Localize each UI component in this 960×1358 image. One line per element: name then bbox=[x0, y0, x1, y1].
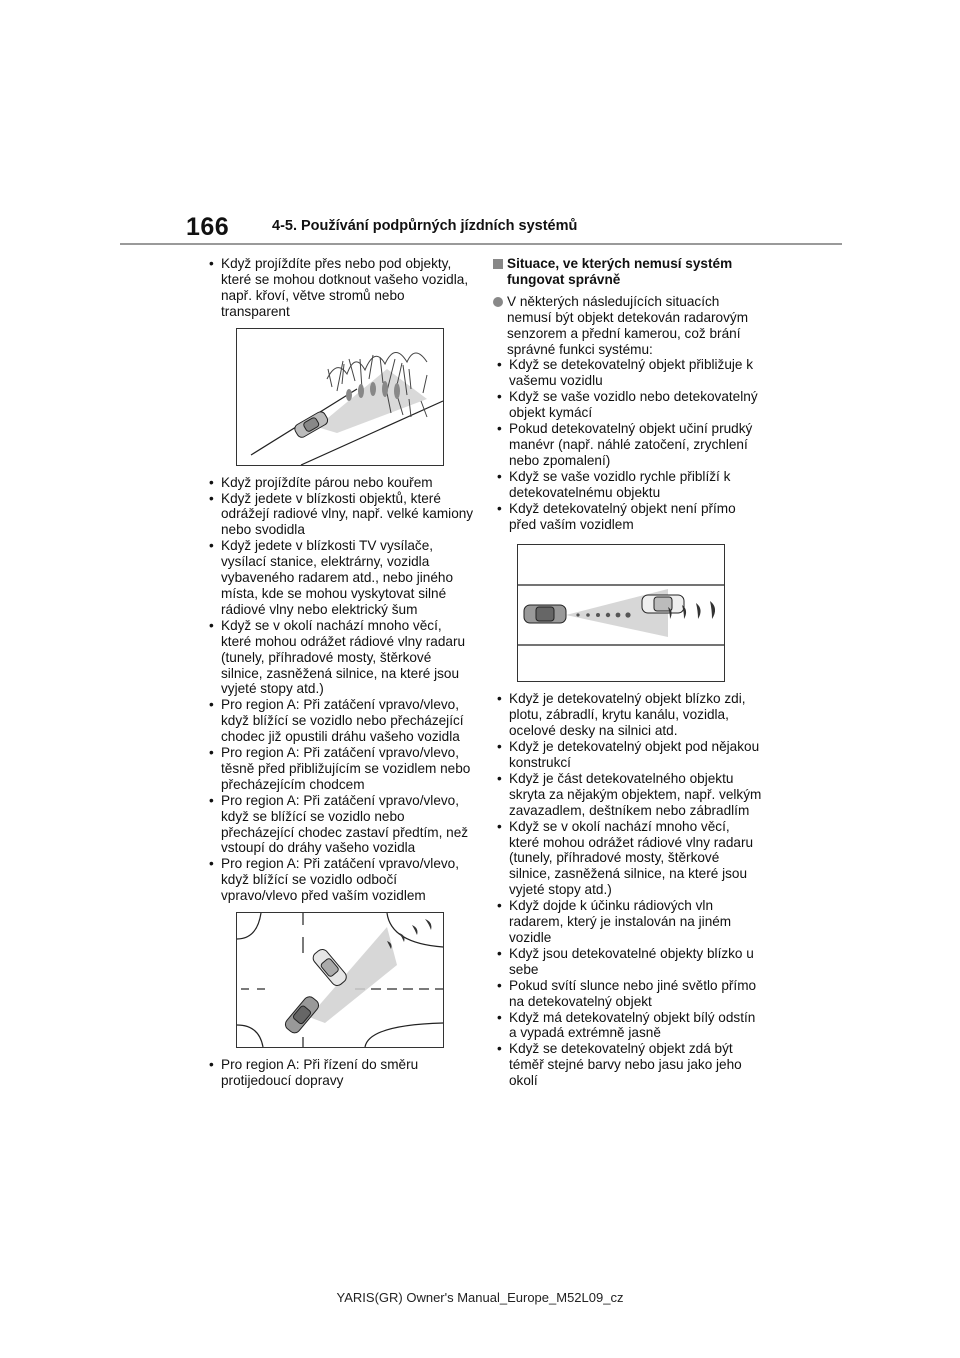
intro-paragraph: V některých následujících situacích nemusí být objekt detekován radarovým senzorem a přední kamerou, což brání správné funkci systému: bbox=[493, 294, 763, 358]
list-item: • Pokud svítí slunce nebo jiné světlo přímo na detekovatelný objekt bbox=[493, 978, 763, 1010]
footer-manual-id: YARIS(GR) Owner's Manual_Europe_M52L09_cz bbox=[336, 1290, 624, 1305]
list-item: • Když jedete v blízkosti objektů, které odrážejí radiové vlny, např. velké kamiony nebo svodidla bbox=[205, 491, 475, 539]
left-list-middle bbox=[205, 475, 475, 904]
list-item: • Když jedete v blízkosti TV vysílače, vysílací stanice, elektrárny, vozidla vybaveného radarem atd., nebo jiného místa, kde se mohou vyskytovat silné rádiové vlny nebo elektrický šum bbox=[205, 538, 475, 618]
list-item: • Když se detekovatelný objekt přibližuje k vašemu vozidlu bbox=[493, 357, 763, 389]
list-item: • Pro region A: Při zatáčení vpravo/vlevo, těsně před přibližujícím se vozidlem nebo přecházejícím chodcem bbox=[205, 745, 475, 793]
header-rule bbox=[120, 243, 842, 245]
list-item: • Když se vaše vozidlo rychle přiblíží k detekovatelnému objektu bbox=[493, 469, 763, 501]
list-item: • Když projíždíte párou nebo kouřem bbox=[205, 475, 475, 491]
left-list-top bbox=[205, 256, 475, 320]
list-item: • Pro region A: Při řízení do směru protijedoucí dopravy bbox=[205, 1057, 475, 1089]
list-item: • Když se v okolí nachází mnoho věcí, které mohou odrážet rádiové vlny radaru (tunely, příhradové mosty, štěrkové silnice, zasněžená silnice, na které jsou vyjeté stopy atd.) bbox=[493, 819, 763, 899]
list-item: • Když je část detekovatelného objektu skryta za nějakým objektem, např. velkým zavazadlem, deštníkem nebo zábradlím bbox=[493, 771, 763, 819]
list-item: • Když projíždíte přes nebo pod objekty, které se mohou dotknout vašeho vozidla, např. křoví, větve stromů nebo transparent bbox=[205, 256, 475, 320]
illustration-intersection-turn bbox=[236, 912, 444, 1048]
subheading: Situace, ve kterých nemusí systém fungovat správně bbox=[493, 256, 763, 288]
illustration-bushes bbox=[236, 328, 444, 466]
list-item: • Když je detekovatelný objekt pod nějakou konstrukcí bbox=[493, 739, 763, 771]
list-item: • Když je detekovatelný objekt blízko zdi, plotu, zábradlí, krytu kanálu, vozidla, ocelové desky na silnici atd. bbox=[493, 691, 763, 739]
square-bullet-icon bbox=[493, 259, 503, 269]
right-list-top bbox=[493, 357, 763, 532]
list-item: • Když detekovatelný objekt není přímo před vaším vozidlem bbox=[493, 501, 763, 533]
list-item: • Když se v okolí nachází mnoho věcí, které mohou odrážet rádiové vlny radaru (tunely, příhradové mosty, štěrkové silnice, zasněžená silnice, na které jsou vyjeté stopy atd.) bbox=[205, 618, 475, 698]
list-item: • Pro region A: Při zatáčení vpravo/vlevo, když blížící se vozidlo nebo přecházející chodec již opustili dráhu vašeho vozidla bbox=[205, 697, 475, 745]
list-item: • Pokud detekovatelný objekt učiní prudký manévr (např. náhlé zatočení, zrychlení nebo zpomalení) bbox=[493, 421, 763, 469]
circle-bullet-icon bbox=[493, 297, 503, 307]
list-item: • Když se detekovatelný objekt zdá být téměř stejné barvy nebo jasu jako jeho okolí bbox=[493, 1041, 763, 1089]
section-title: 4-5. Používání podpůrných jízdních systémů bbox=[272, 218, 578, 234]
list-item: • Když se vaše vozidlo nebo detekovatelný objekt kymácí bbox=[493, 389, 763, 421]
list-item: • Když dojde k účinku rádiových vln radarem, který je instalován na jiném vozidle bbox=[493, 898, 763, 946]
illustration-lane-offset bbox=[517, 544, 725, 682]
page-number: 166 bbox=[186, 213, 230, 241]
list-item: • Pro region A: Při zatáčení vpravo/vlevo, když se blížící se vozidlo nebo přecházející chodec zastaví předtím, než vstoupí do dráhy vašeho vozidla bbox=[205, 793, 475, 857]
list-item: • Pro region A: Při zatáčení vpravo/vlevo, když blížící se vozidlo odbočí vpravo/vlevo před vaším vozidlem bbox=[205, 856, 475, 904]
right-column bbox=[493, 256, 763, 1089]
left-list-bottom bbox=[205, 1057, 475, 1089]
list-item: • Když má detekovatelný objekt bílý odstín a vypadá extrémně jasně bbox=[493, 1010, 763, 1042]
list-item: • Když jsou detekovatelné objekty blízko u sebe bbox=[493, 946, 763, 978]
left-column bbox=[205, 256, 475, 1089]
right-list-bottom bbox=[493, 691, 763, 1089]
